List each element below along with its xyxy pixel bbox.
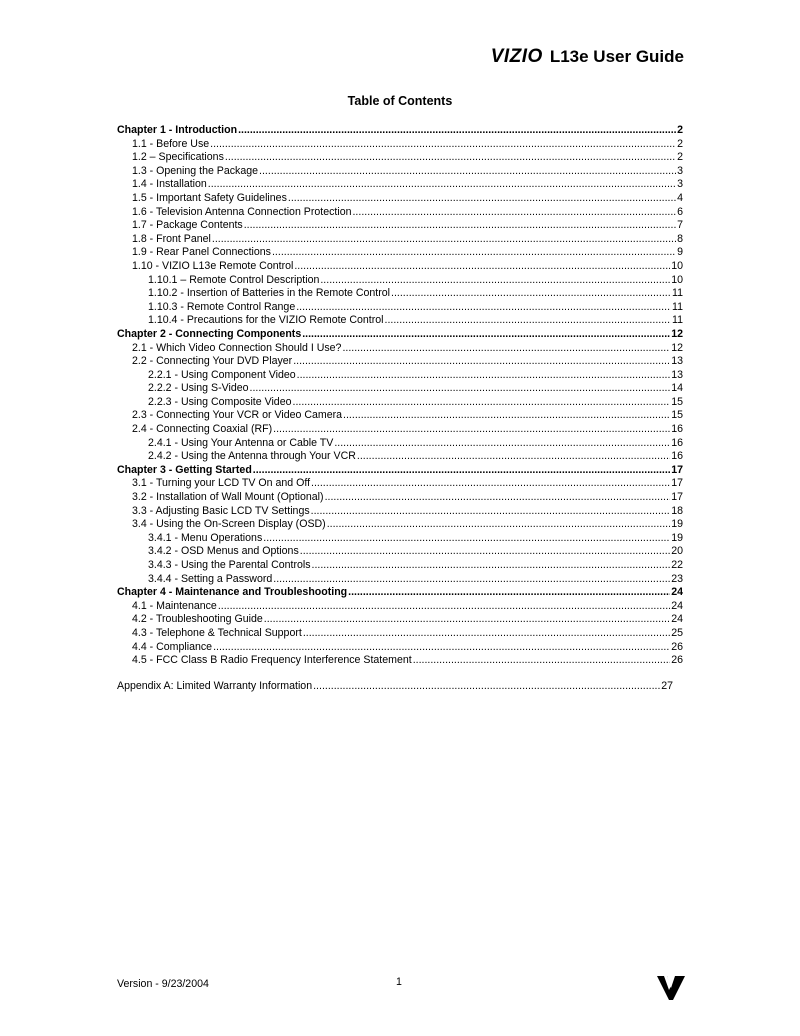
toc-leader-dots	[218, 600, 670, 614]
toc-leader-dots	[294, 260, 670, 274]
toc-leader-dots	[303, 627, 670, 641]
toc-leader-dots	[238, 124, 676, 138]
toc-entry-page: 7	[677, 219, 683, 232]
toc-leader-dots	[311, 505, 671, 519]
toc-entry-page: 3	[677, 164, 683, 177]
vizio-v-logo-icon	[656, 972, 686, 1002]
toc-leader-dots	[225, 151, 676, 165]
toc-leader-dots	[300, 545, 670, 559]
toc-entry-page: 6	[677, 205, 683, 218]
toc-entry-title: 2.2 - Connecting Your DVD Player	[132, 355, 293, 368]
toc-entry-page: 20	[671, 545, 683, 558]
toc-leader-dots	[272, 246, 676, 260]
toc-entry[interactable]	[117, 586, 683, 600]
toc-entry-title: 1.10.4 - Precautions for the VIZIO Remote Control	[148, 314, 384, 327]
toc-entry-title: 3.2 - Installation of Wall Mount (Optional)	[132, 491, 324, 504]
toc-entry-page: 13	[671, 355, 683, 368]
toc-entry-page: 11	[672, 314, 683, 327]
toc-entry-title: 1.5 - Important Safety Guidelines	[132, 191, 287, 204]
toc-entry[interactable]	[117, 165, 683, 179]
toc-entry[interactable]	[117, 573, 683, 587]
toc-entry-page: 22	[671, 559, 683, 571]
toc-entry-page: 15	[671, 395, 683, 408]
toc-entry-title: 3.3 - Adjusting Basic LCD TV Settings	[132, 504, 310, 517]
toc-entry-title: 4.1 - Maintenance	[132, 599, 217, 612]
toc-entry[interactable]	[117, 260, 683, 274]
toc-entry-page: 15	[671, 409, 683, 422]
toc-entry[interactable]	[117, 491, 683, 505]
toc-leader-dots	[391, 287, 671, 301]
toc-entry-page: 24	[671, 586, 683, 599]
toc-entry[interactable]	[117, 477, 683, 491]
toc-entry-title: 2.4.2 - Using the Antenna through Your VCR	[148, 450, 356, 463]
toc-entry[interactable]	[117, 437, 683, 451]
toc-entry[interactable]	[117, 274, 683, 288]
toc-entry-title: Chapter 1 - Introduction	[117, 124, 238, 136]
toc-leader-dots	[250, 382, 671, 396]
toc-entry-page: 8	[677, 232, 683, 245]
toc-entry-page: 18	[671, 504, 683, 517]
toc-entry-page: 26	[671, 640, 683, 653]
toc-leader-dots	[312, 559, 671, 573]
toc-entry-title: 4.2 - Troubleshooting Guide	[132, 613, 263, 626]
toc-leader-dots	[208, 178, 676, 192]
toc-leader-dots	[296, 301, 671, 315]
toc-entry[interactable]	[117, 464, 683, 478]
toc-entry-title: 1.10.3 - Remote Control Range	[148, 300, 296, 313]
toc-entry[interactable]	[117, 423, 683, 437]
toc-entry-page: 12	[671, 327, 683, 340]
toc-entry[interactable]	[117, 314, 683, 328]
toc-entry-title: 1.9 - Rear Panel Connections	[132, 246, 271, 259]
toc-entry-title: 1.1 - Before Use	[132, 137, 210, 150]
footer-version: Version - 9/23/2004	[117, 978, 209, 990]
toc-entry[interactable]	[117, 219, 683, 233]
toc-entry-page: 17	[671, 477, 683, 490]
toc-entry-title: Appendix A: Limited Warranty Information	[117, 680, 313, 692]
toc-entry-page: 9	[677, 246, 683, 259]
toc-entry-title: 4.5 - FCC Class B Radio Frequency Interference Statement	[132, 654, 412, 667]
toc-entry-title: 2.2.2 - Using S-Video	[148, 382, 249, 395]
toc-entry-title: 4.3 - Telephone & Technical Support	[132, 626, 302, 639]
toc-entry-title: 2.4 - Connecting Coaxial (RF)	[132, 423, 273, 436]
toc-leader-dots	[320, 274, 670, 288]
toc-leader-dots	[313, 680, 660, 694]
toc-entry-title: 1.4 - Installation	[132, 178, 207, 191]
toc-entry-page: 19	[671, 531, 683, 544]
toc-entry[interactable]	[117, 450, 683, 464]
toc-entry[interactable]	[117, 192, 683, 206]
toc-entry-page: 2	[677, 137, 683, 150]
toc-entry[interactable]	[117, 342, 683, 356]
toc-leader-dots	[259, 165, 676, 179]
toc-entry-title: 3.4 - Using the On-Screen Display (OSD)	[132, 518, 326, 531]
toc-entry[interactable]	[117, 355, 683, 369]
toc-entry-title: 2.2.1 - Using Component Video	[148, 368, 296, 381]
toc-entry[interactable]	[117, 301, 683, 315]
toc-entry-page: 10	[671, 259, 683, 272]
toc-leader-dots	[352, 206, 676, 220]
toc-entry-title: 2.1 - Which Video Connection Should I Use?	[132, 341, 342, 354]
toc-entry-page: 26	[671, 654, 683, 667]
toc-entry-title: 2.2.3 - Using Composite Video	[148, 395, 292, 408]
toc-entry[interactable]	[117, 600, 683, 614]
toc-entry-page: 19	[671, 518, 683, 531]
toc-entry-page: 23	[671, 572, 683, 585]
toc-leader-dots	[311, 477, 670, 491]
toc-entry[interactable]	[117, 124, 683, 138]
toc-leader-dots	[343, 409, 670, 423]
toc-title: Table of Contents	[347, 94, 453, 108]
toc-entry-appendix[interactable]	[117, 680, 673, 694]
toc-leader-dots	[413, 654, 671, 668]
toc-entry[interactable]	[117, 505, 683, 519]
toc-entry[interactable]	[117, 382, 683, 396]
toc-leader-dots	[253, 464, 670, 478]
table-of-contents	[117, 124, 683, 668]
toc-leader-dots	[263, 532, 670, 546]
page-header	[491, 46, 684, 68]
toc-leader-dots	[288, 192, 676, 206]
toc-entry-page: 2	[677, 151, 683, 164]
toc-entry-title: Chapter 4 - Maintenance and Troubleshooting	[117, 586, 348, 599]
footer-page-number: 1	[396, 976, 402, 988]
toc-entry[interactable]	[117, 178, 683, 192]
toc-entry-page: 17	[671, 463, 683, 476]
brand-logo: VIZIO	[490, 46, 543, 67]
toc-entry-title: 3.1 - Turning your LCD TV On and Off	[132, 477, 311, 490]
toc-entry[interactable]	[117, 151, 683, 165]
toc-entry-page: 16	[671, 436, 683, 449]
toc-entry-page: 12	[671, 341, 683, 354]
toc-leader-dots	[327, 518, 671, 532]
toc-entry[interactable]	[117, 518, 683, 532]
toc-entry-title: 1.2 – Specifications	[132, 151, 224, 164]
toc-entry-title: 1.3 - Opening the Package	[132, 164, 259, 177]
toc-entry[interactable]	[117, 233, 683, 247]
toc-entry-title: 1.7 - Package Contents	[132, 219, 243, 232]
toc-entry-title: 3.4.4 - Setting a Password	[148, 572, 273, 585]
toc-entry-page: 17	[671, 491, 683, 504]
toc-entry[interactable]	[117, 654, 683, 668]
toc-entry[interactable]	[117, 328, 683, 342]
toc-entry-title: 2.4.1 - Using Your Antenna or Cable TV	[148, 436, 334, 449]
toc-entry-title: Chapter 2 - Connecting Components	[117, 327, 302, 340]
toc-entry[interactable]	[117, 641, 683, 655]
toc-entry-page: 11	[672, 287, 683, 300]
toc-entry-page: 11	[672, 300, 683, 313]
toc-leader-dots	[212, 233, 676, 247]
appendix-entry	[117, 680, 673, 694]
toc-leader-dots	[293, 355, 670, 369]
toc-entry[interactable]	[117, 559, 683, 573]
toc-entry-page: 24	[671, 599, 683, 612]
toc-entry[interactable]	[117, 627, 683, 641]
toc-leader-dots	[244, 219, 676, 233]
toc-leader-dots	[210, 138, 676, 152]
toc-entry-page: 10	[671, 273, 683, 286]
toc-leader-dots	[213, 641, 670, 655]
toc-leader-dots	[357, 450, 670, 464]
toc-entry-page: 27	[661, 680, 673, 692]
toc-leader-dots	[348, 586, 670, 600]
toc-entry-title: 2.3 - Connecting Your VCR or Video Camera	[132, 409, 343, 422]
toc-entry[interactable]	[117, 206, 683, 220]
toc-entry-title: 3.4.2 - OSD Menus and Options	[148, 545, 299, 558]
toc-entry[interactable]	[117, 138, 683, 152]
toc-entry-title: 1.10.1 – Remote Control Description	[148, 273, 320, 286]
toc-leader-dots	[385, 314, 671, 328]
toc-entry-page: 3	[677, 178, 683, 191]
header-title: L13e User Guide	[549, 47, 684, 66]
toc-entry-page: 25	[671, 626, 683, 639]
toc-entry-title: 3.4.1 - Menu Operations	[148, 531, 263, 544]
toc-entry[interactable]	[117, 246, 683, 260]
toc-leader-dots	[334, 437, 670, 451]
toc-leader-dots	[297, 369, 671, 383]
toc-entry[interactable]	[117, 396, 683, 410]
toc-entry-page: 2	[677, 124, 683, 136]
toc-leader-dots	[273, 573, 670, 587]
toc-leader-dots	[302, 328, 670, 342]
toc-entry-page: 16	[671, 423, 683, 436]
toc-entry-title: 1.10 - VIZIO L13e Remote Control	[132, 259, 294, 272]
toc-entry-page: 14	[671, 382, 683, 395]
toc-leader-dots	[325, 491, 671, 505]
toc-entry[interactable]	[117, 409, 683, 423]
toc-entry[interactable]	[117, 287, 683, 301]
toc-entry-page: 16	[671, 450, 683, 463]
toc-leader-dots	[273, 423, 670, 437]
toc-entry[interactable]	[117, 613, 683, 627]
toc-leader-dots	[264, 613, 670, 627]
toc-entry-page: 24	[671, 613, 683, 626]
toc-entry-title: 3.4.3 - Using the Parental Controls	[148, 559, 311, 571]
toc-entry[interactable]	[117, 369, 683, 383]
toc-entry[interactable]	[117, 532, 683, 546]
toc-entry-page: 4	[677, 191, 683, 204]
toc-entry-title: 1.6 - Television Antenna Connection Protection	[132, 205, 352, 218]
toc-entry-title: 4.4 - Compliance	[132, 640, 213, 653]
toc-leader-dots	[342, 342, 670, 356]
toc-entry[interactable]	[117, 545, 683, 559]
toc-entry-title: Chapter 3 - Getting Started	[117, 463, 252, 476]
toc-entry-title: 1.10.2 - Insertion of Batteries in the Remote Control	[148, 287, 391, 300]
toc-entry-title: 1.8 - Front Panel	[132, 232, 211, 245]
toc-entry-page: 13	[671, 368, 683, 381]
toc-leader-dots	[293, 396, 671, 410]
